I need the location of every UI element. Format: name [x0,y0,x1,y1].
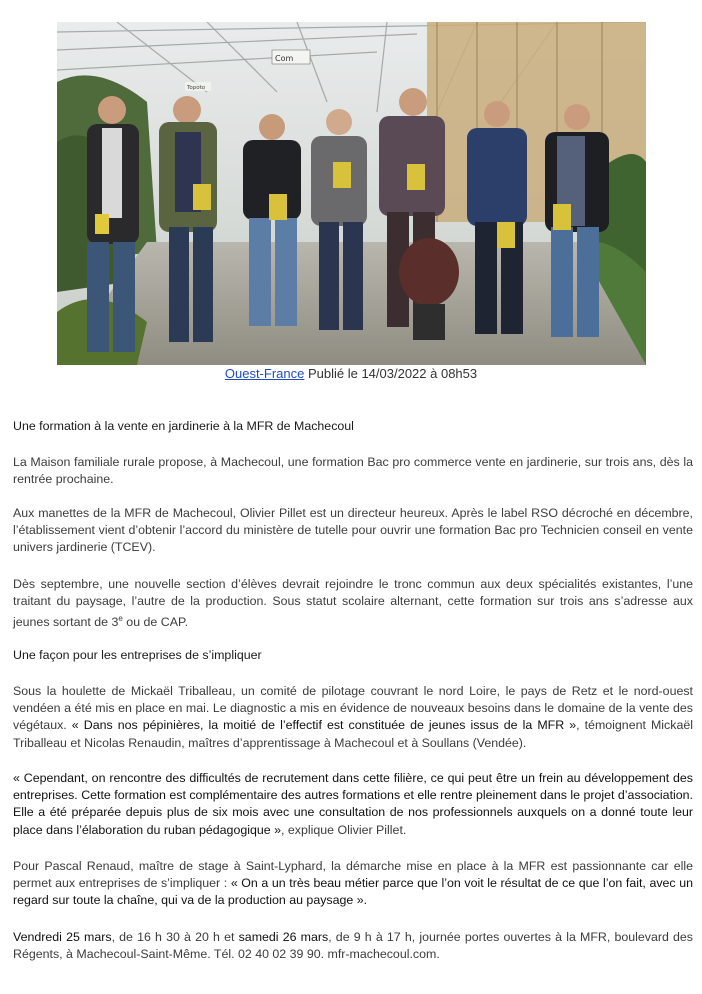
paragraph-september-text: Dès septembre, une nouvelle section d’élèves devrait rejoindre le tronc commun aux deux spécialités existantes, l’une traitant du paysage, l’autre de la production. Sous statut scolaire alternant, cette formation sur trois ans s’adresse aux jeunes sortant de 3 [13,577,693,630]
greenhouse-group-photo [57,22,646,365]
paragraph-intro [13,454,693,488]
paragraph-committee [13,683,693,752]
article-photo [57,22,646,365]
quote-recruitment: « Cependant, on rencontre des difficultés de recrutement dans cette filière, ce qui peut être un frein au développement des entreprises. Cette formation est complémentaire des autres formations et elle rentre pleinement dans le projet d’association. Elle a été préparée depuis plus de six mois avec une consultation de nos professionnels auxquels on a donné toute leur place dans l’élaboration du ruban pédagogique » [13,771,693,837]
paragraph-september-end: ou de CAP. [122,615,189,630]
paragraph-pascal [13,858,693,910]
article-title: Une formation à la vente en jardinerie à la MFR de Machecoul [13,419,354,433]
paragraph-intro-text: La Maison familiale rurale propose, à Machecoul, une formation Bac pro commerce vente en jardinerie, sur trois ans, dès la rentrée prochaine. [13,455,693,487]
paragraph-open-days [13,929,693,963]
superscript-e: e [118,614,123,624]
greenhouse-sign: Com [275,54,294,63]
date-saturday: samedi 26 mars [238,930,329,944]
quote-pascal: « On a un très beau métier parce que l’on voit le résultat de ce que l’on fait, avec un regard sur toute la chaîne, qui va de la production au paysage ». [13,876,693,908]
open-days-details: , de 9 h à 17 h, journée portes ouvertes à la MFR, boulevard des Régents, à Machecoul-Saint-Même. Tél. 02 40 02 39 90. mfr-machecoul.com. [13,930,694,962]
article-subtitle: Une façon pour les entreprises de s’impliquer [13,648,262,662]
paragraph-recruitment-end: , explique Olivier Pillet. [281,822,407,837]
paragraph-director-text: Aux manettes de la MFR de Machecoul, Olivier Pillet est un directeur heureux. Après le label RSO décroché en décembre, l’établissement vient d’obtenir l’accord du ministère de tutelle pour ouvrir une formation Bac pro Technicien conseil en vente univers jardinerie (TCEV). [13,506,693,555]
paragraph-director [13,505,693,557]
source-link[interactable]: Ouest-France [224,366,305,381]
paragraph-pascal-text: Pour Pascal Renaud, maître de stage à Saint-Lyphard, la démarche mise en place à la MFR est passionnante car elle permet aux entreprises de s’impliquer : [13,859,693,891]
quote-nurseries: « Dans nos pépinières, la moitié de l’effectif est constituée de jeunes issus de la MFR » [71,718,577,733]
greenhouse-sign-small: Topoto [187,85,206,91]
date-friday: Vendredi 25 mars [13,930,112,944]
photo-caption [0,366,702,381]
paragraph-committee-end: , témoignent Mickaël Triballeau et Nicolas Renaudin, maîtres d’apprentissage à Machecoul et à Soullans (Vendée). [13,718,693,750]
paragraph-september [13,576,693,632]
paragraph-recruitment [13,770,693,839]
open-days-time-1: , de 16 h 30 à 20 h et [111,930,239,944]
paragraph-committee-text: Sous la houlette de Mickaël Triballeau, un comité de pilotage couvrant le nord Loire, le pays de Retz et le nord-ouest vendéen a été mis en place en mai. Le diagnostic a mis en évidence de nouveaux besoins dans le domaine de la vente des végétaux. [13,684,693,733]
published-date: Publié le 14/03/2022 à 08h53 [304,366,478,381]
